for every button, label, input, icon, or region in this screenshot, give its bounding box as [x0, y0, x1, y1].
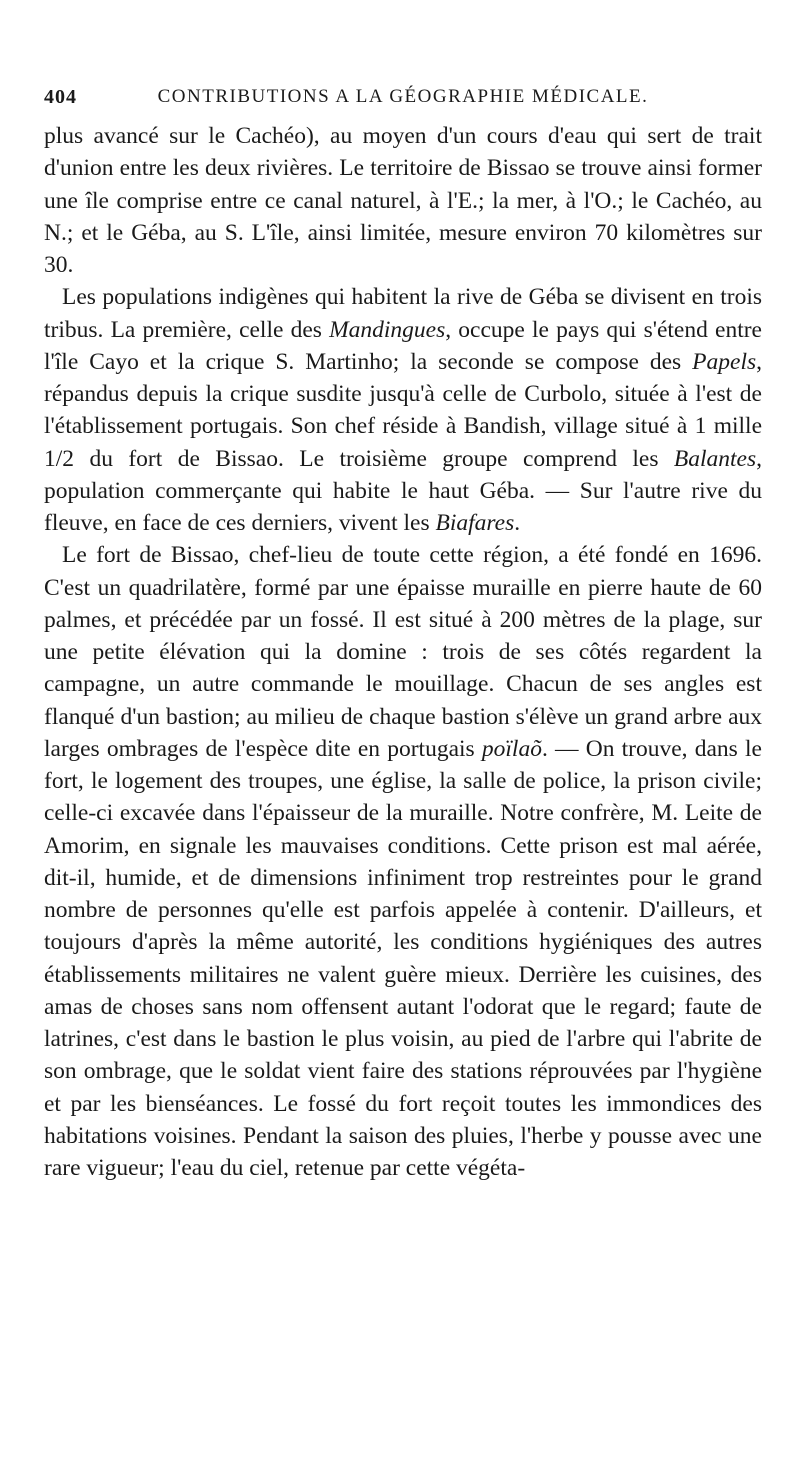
tribe-name-italic: Balantes: [673, 445, 757, 472]
text-segment: , occupe le pays qui s'étend entre l'île Cayo et la crique S. Martinho; la seconde se compose des: [44, 316, 762, 375]
text-segment: , répandus depuis la crique susdite jusqu'à celle de Curbolo, située à l'est de l'établissement portugais. Son chef réside à Bandish, village situé à 1 mille 1/2 du fort de Bissao. Le troisième groupe comprend les: [44, 348, 762, 472]
paragraph-populations: [44, 281, 762, 539]
text-segment: plus avancé sur le Cachéo), au moyen d'un cours d'eau qui sert de trait d'union entre les deux rivières. Le territoire de Bissao se trouve ainsi former une île comprise entre ce canal naturel, à l'E.; la mer, à l'O.; le Cachéo, au N.; et le Géba, au S. L'île, ainsi limitée, mesure environ 70 kilomètres sur 30.: [44, 123, 762, 278]
text-segment: Les populations indigènes qui habitent la rive de Géba se divisent en trois tribus. La première, celle des: [44, 284, 762, 343]
tribe-name-italic: Papels: [692, 348, 757, 375]
book-page: [44, 86, 762, 1184]
text-segment: .: [514, 510, 521, 536]
running-header: [44, 86, 762, 120]
paragraph-continued: [44, 120, 762, 281]
portuguese-term-italic: poïlaõ: [481, 735, 542, 762]
tribe-name-italic: Mandingues: [329, 316, 446, 343]
text-segment: . — On trouve, dans le fort, le logement des troupes, une église, la salle de police, la prison civile; celle-ci excavée dans l'épaisseur de la muraille. Notre confrère, M. Leite de Amorim, en signale les mauvaises conditions. Cette prison est mal aérée, dit-il, humide, et de dimensions infiniment trop restreintes pour le grand nombre de personnes qu'elle est parfois appelée à contenir. D'ailleurs, et toujours d'après la même autorité, les conditions hygiéniques des autres établissements militaires ne valent guère mieux. Derrière les cuisines, des amas de choses sans nom offensent autant l'odorat que le regard; faute de latrines, c'est dans le bastion le plus voisin, au pied de l'arbre qui l'abrite de son ombrage, que le soldat vient faire des stations réprouvées par l'hygiène et par les bienséances. Le fossé du fort reçoit toutes les immondices des habitations voisines. Pendant la saison des pluies, l'herbe y pousse avec une rare vigueur; l'eau du ciel, retenue par cette végéta-: [44, 735, 762, 1181]
running-title: CONTRIBUTIONS A LA GÉOGRAPHIE MÉDICALE.: [157, 86, 649, 107]
text-segment: Le fort de Bissao, chef-lieu de toute cette région, a été fondé en 1696. C'est un quadrilatère, formé par une épaisse muraille en pierre haute de 60 palmes, et précédée par un fossé. Il est situé à 200 mètres de la plage, sur une petite élévation qui la domine : trois de ses côtés regardent la campagne, un autre commande le mouillage. Chacun de ses angles est flanqué d'un bastion; au milieu de chaque bastion s'élève un grand arbre aux larges ombrages de l'espèce dite en portugais: [44, 542, 762, 762]
text-segment: , population commerçante qui habite le haut Géba. — Sur l'autre rive du fleuve, en face de ces derniers, vivent les: [44, 445, 762, 536]
paragraph-fort: [44, 539, 762, 1184]
page-number: 404: [44, 86, 77, 108]
tribe-name-italic: Biafares: [435, 510, 515, 536]
body-text: [44, 120, 762, 1184]
